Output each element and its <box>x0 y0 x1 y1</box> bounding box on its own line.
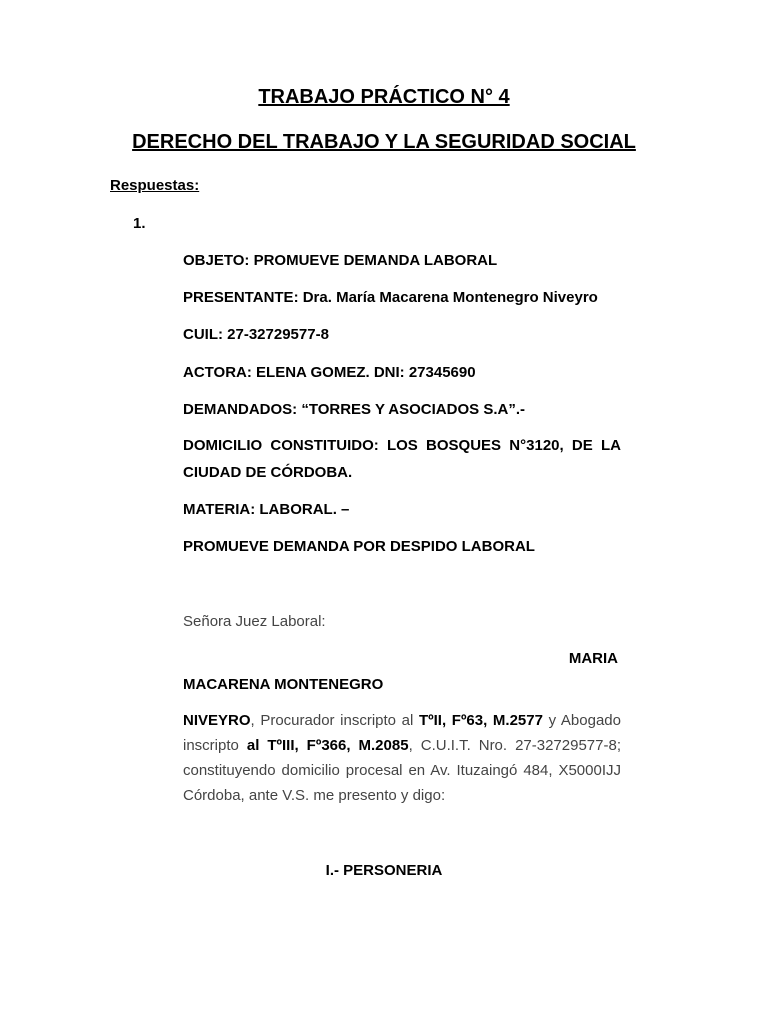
domicilio-line: DOMICILIO CONSTITUIDO: LOS BOSQUES N°3120, DE LA CIUDAD DE CÓRDOBA. <box>183 437 621 481</box>
salutation: Señora Juez Laboral: <box>183 613 326 630</box>
answers-label: Respuestas: <box>110 177 200 194</box>
presentante-line: PRESENTANTE: Dra. María Macarena Montenegro Niveyro <box>183 289 598 306</box>
objeto-line: OBJETO: PROMUEVE DEMANDA LABORAL <box>183 252 498 269</box>
body-paragraph <box>183 708 621 808</box>
body-segment-2: y Abogado inscripto <box>183 712 621 754</box>
body-segment-3: , C.U.I.T. Nro. 27-32729577-8; constituyendo domicilio procesal en Av. Ituzaingó 484, X5000IJJ Córdoba, ante V.S. me presento y digo: <box>183 737 621 804</box>
registration-2: al TºIII, Fº366, M.2085 <box>246 737 409 754</box>
name-part-2: MACARENA MONTENEGRO <box>183 676 384 693</box>
item-number: 1. <box>133 215 146 232</box>
document-title: TRABAJO PRÁCTICO N° 4 <box>258 86 510 108</box>
name-part-3: NIVEYRO <box>183 712 251 729</box>
demandados-line: DEMANDADOS: “TORRES Y ASOCIADOS S.A”.- <box>183 401 525 418</box>
document-subtitle: DERECHO DEL TRABAJO Y LA SEGURIDAD SOCIAL <box>132 131 636 153</box>
name-part-1: MARIA <box>568 650 618 667</box>
section-heading: I.- PERSONERIA <box>325 862 443 879</box>
body-segment-1: , Procurador inscripto al <box>250 712 419 729</box>
cuil-line: CUIL: 27-32729577-8 <box>183 326 329 343</box>
actora-line: ACTORA: ELENA GOMEZ. DNI: 27345690 <box>183 364 476 381</box>
registration-1: TºII, Fº63, M.2577 <box>419 712 543 729</box>
materia-line: MATERIA: LABORAL. – <box>183 501 350 518</box>
promueve-line: PROMUEVE DEMANDA POR DESPIDO LABORAL <box>183 538 535 555</box>
